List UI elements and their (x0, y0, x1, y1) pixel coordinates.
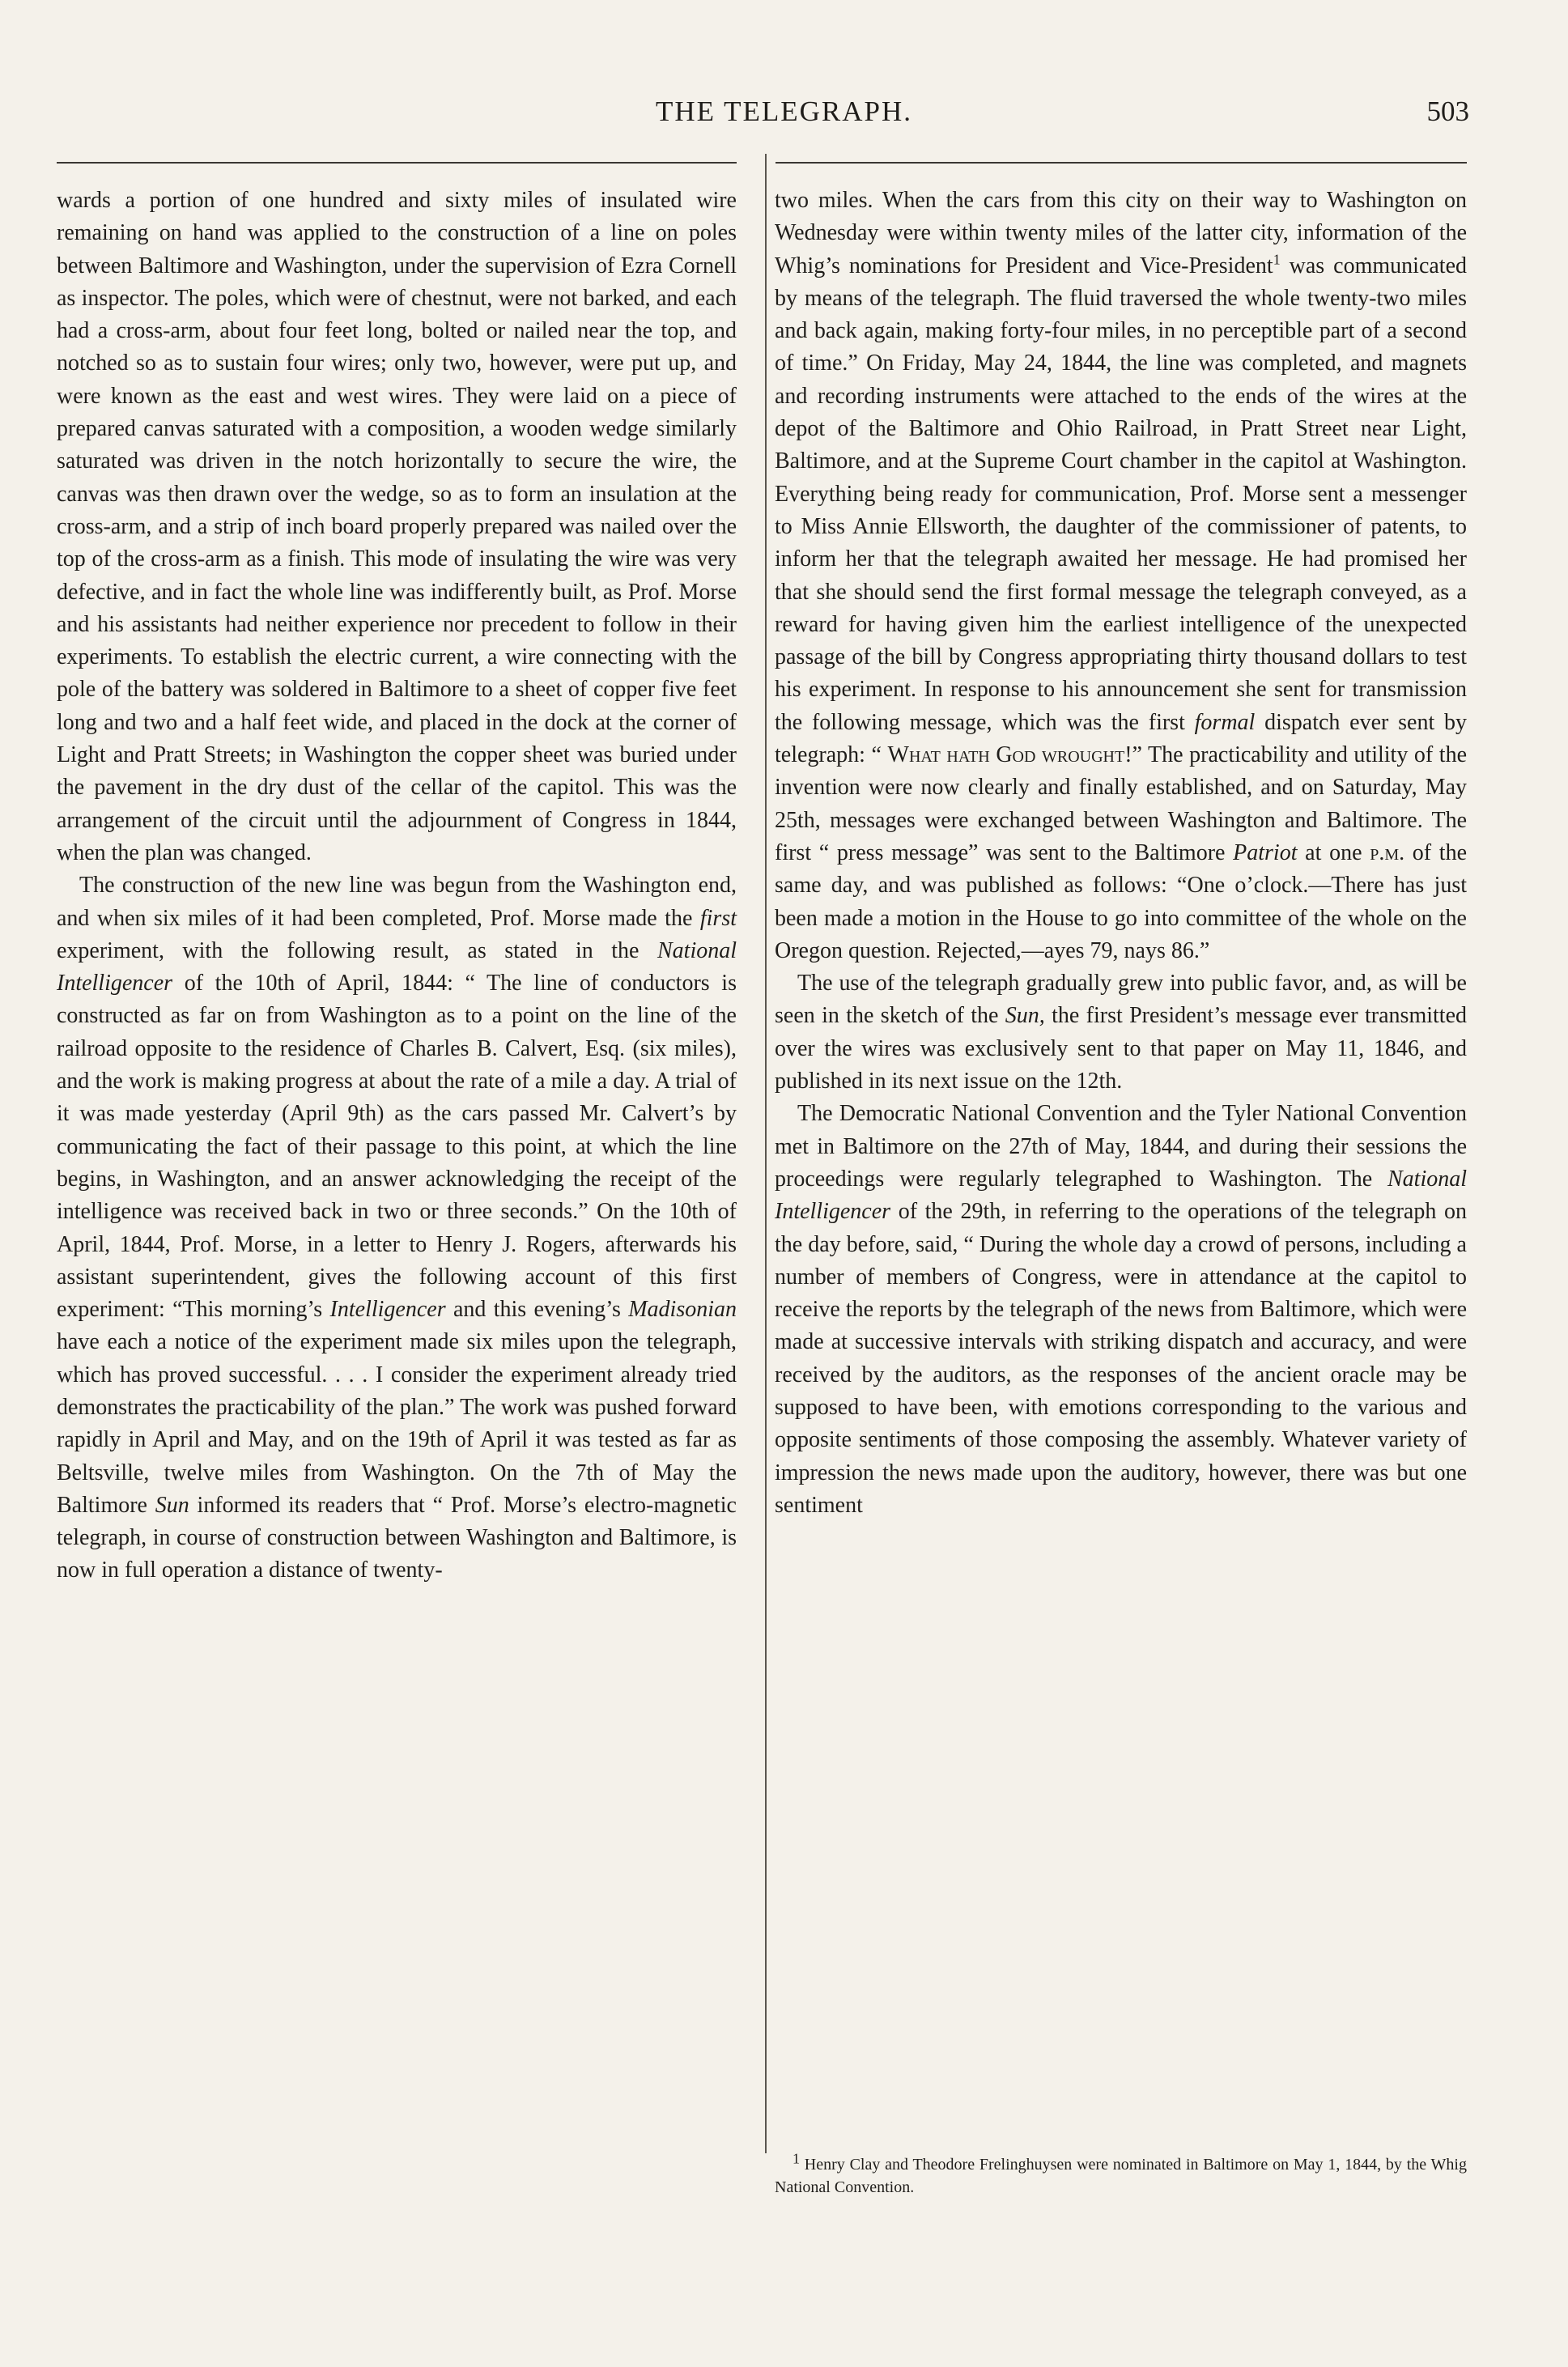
left-p2-text-b: experiment, with the following result, as stated in the (57, 937, 657, 963)
right-p1-text-c: dispatch ever sent by telegraph: “ (775, 709, 1468, 768)
right-p2-text-b: the first President’s message ever transmitted over the wires was exclusively sent to that paper on May 11, 1846, and published in its next issue on the 12th. (775, 1003, 1467, 1094)
right-header-rule (776, 162, 1467, 164)
emphasis-formal: formal (1194, 709, 1256, 735)
right-paragraph-1 (775, 185, 1467, 967)
right-column (775, 185, 1467, 1522)
title-national-intelligencer-2: National Intelligencer (775, 1166, 1467, 1225)
right-p2-text-a: The use of the telegraph gradually grew into public favor, and, as will be seen in the sketch of the (775, 971, 1467, 1029)
page-number: 503 (1426, 96, 1469, 127)
emphasis-first: first (699, 905, 737, 931)
title-intelligencer: Intelligencer (329, 1297, 446, 1323)
left-p2-text-f: informed its readers that “ Prof. Morse’s electro-magnetic telegraph, in course of construction between Washington and Baltimore, is now in full operation a distance of twenty- (57, 1492, 737, 1583)
left-p1-text: wards a portion of one hundred and sixty miles of insulated wire remaining on hand was applied to the construction of a line on poles between Baltimore and Washington, under the supervision of Ezra Cornell as inspector. The poles, which were of chestnut, were not barked, and each had a cross-arm, about four feet long, bolted or nailed near the top, and notched so as to sustain four wires; only two, however, were put up, and were known as the east and west wires. They were laid on a piece of prepared canvas saturated with a composition, a wooden wedge similarly saturated was driven in the notch horizontally to secure the wire, the canvas was then drawn over the wedge, so as to form an insulation at the cross-arm, and a strip of inch board properly prepared was nailed over the top of the cross-arm as a finish. This mode of insulating the wire was very defective, and in fact the whole line was indifferently built, as Prof. Morse and his assistants had neither experience nor precedent to follow in their experiments. To establish the electric current, a wire connecting with the pole of the battery was soldered in Baltimore to a sheet of copper five feet long and two and a half feet wide, and placed in the dock at the corner of Light and Pratt Streets; in Washington the copper sheet was buried under the pavement in the dry dust of the cellar of the capitol. This was the arrangement of the circuit until the adjournment of Congress in 1844, when the plan was changed. (57, 188, 737, 865)
left-p2-text-d: and this evening’s (445, 1297, 629, 1323)
right-p3-text-a: The Democratic National Convention and the Tyler National Convention met in Baltimore on the 27th of May, 1844, and during their sessions the proceedings were regularly telegraphed to Washington. The (775, 1101, 1467, 1192)
left-column (57, 185, 737, 1587)
title-patriot: Patriot (1233, 839, 1298, 865)
footnote-mark: 1 (792, 2150, 800, 2167)
left-header-rule (57, 162, 737, 164)
first-message-quote: What hath God wrought! (887, 742, 1132, 768)
footnote-reference: 1 (1273, 251, 1281, 268)
running-head (0, 96, 1568, 136)
right-p1-text-b: was communicated by means of the telegraph. The fluid traversed the whole twenty-two miles and back again, making forty-four miles, in no perceptible part of a second of time.” On Friday, May 24, 1844, the line was completed, and magnets and recording instruments were attached to the ends of the wires at the depot of the Baltimore and Ohio Railroad, in Pratt Street near Light, Baltimore, and at the Supreme Court chamber in the capitol at Washington. Everything being ready for communication, Prof. Morse sent a messenger to Miss Annie Ellsworth, the daughter of the commissioner of patents, to inform her that the telegraph awaited her message. He had promised her that she should send the first formal message the telegraph conveyed, as a reward for having given him the earliest intelligence of the unexpected passage of the bill by Congress appropriating thirty thousand dollars to test his experiment. In response to his announcement she sent for transmission the following message, which was the first (775, 253, 1468, 735)
left-paragraph-2 (57, 869, 737, 1587)
left-paragraph-1 (57, 185, 737, 869)
footnote-text: Henry Clay and Theodore Frelinghuysen were nominated in Baltimore on May 1, 1844, by the Whig National Convention. (775, 2156, 1467, 2196)
left-p2-text-e: have each a notice of the experiment made six miles upon the telegraph, which has proved successful. . . . I consider the experiment already tried demonstrates the practicability of the plan.” The work was pushed forward rapidly in April and May, and on the 19th of April it was tested as far as Beltsville, twelve miles from Washington. On the 7th of May the Baltimore (57, 1329, 737, 1518)
right-paragraph-3 (775, 1098, 1467, 1522)
column-divider (765, 154, 767, 2153)
right-p1-text-a: two miles. When the cars from this city on their way to Washington on Wednesday were within twenty miles of the latter city, information of the Whig’s nominations for President and Vice-President (775, 188, 1467, 278)
footnote (775, 2150, 1467, 2199)
time-pm: p.m. (1370, 839, 1405, 865)
title-sun-2: Sun, (1005, 1003, 1045, 1029)
left-p2-text-a: The construction of the new line was begun from the Washington end, and when six miles of it had been completed, Prof. Morse made the (57, 873, 737, 931)
title-madisonian: Madisonian (628, 1297, 737, 1323)
right-p1-text-e: at one (1297, 839, 1370, 865)
running-head-title: THE TELEGRAPH. (655, 96, 913, 127)
right-paragraph-2 (775, 967, 1467, 1098)
right-p1-text-f: of the same day, and was published as follows: “One o’clock.—There has just been made a motion in the House to go into committee of the whole on the Oregon question. Rejected,—ayes 79, nays 86.” (775, 839, 1468, 963)
right-p1-text-d: ” The practicability and utility of the invention were now clearly and finally established, and on Saturday, May 25th, messages were exchanged between Washington and Baltimore. The first “ press message” was sent to the Baltimore (775, 742, 1468, 865)
right-p3-text-b: of the 29th, in referring to the operations of the telegraph on the day before, said, “ During the whole day a crowd of persons, including a number of members of Congress, were in attendance at the capitol to receive the reports by the telegraph of the news from Baltimore, which were made at successive intervals with striking dispatch and accuracy, and were received by the auditors, as the responses of the ancient oracle may be supposed to have been, with emotions corresponding to the various and opposite sentiments of those composing the assembly. Whatever variety of impression the news made upon the auditory, however, there was but one sentiment (775, 1199, 1467, 1518)
title-national-intelligencer: National Intelligencer (57, 937, 737, 997)
title-sun: Sun (155, 1492, 189, 1518)
left-p2-text-c: of the 10th of April, 1844: “ The line of conductors is constructed as far on from Washington as to a point on the line of the railroad opposite to the residence of Charles B. Calvert, Esq. (six miles), and the work is making progress at about the rate of a mile a day. A trial of it was made yesterday (April 9th) as the cars passed Mr. Calvert’s by communicating the fact of their passage to this point, at which the line begins, in Washington, and an answer acknowledging the receipt of the intelligence was received back in two or three seconds.” On the 10th of April, 1844, Prof. Morse, in a letter to Henry J. Rogers, afterwards his assistant superintendent, gives the following account of this first experiment: “This morning’s (57, 971, 737, 1323)
